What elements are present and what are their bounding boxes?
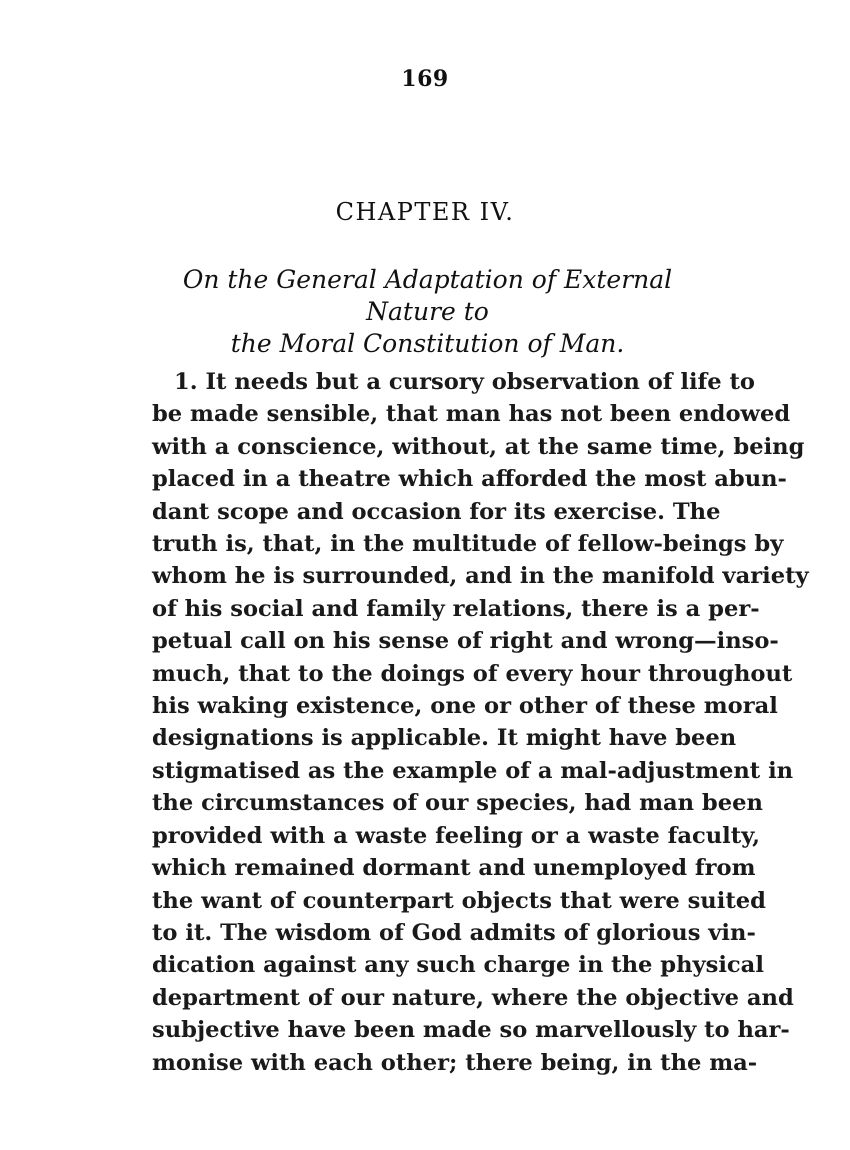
text-line: 1. It needs but a cursory observation of life to bbox=[174, 369, 755, 395]
text-line: dication against any such charge in the physical bbox=[152, 952, 764, 979]
text-line: whom he is surrounded, and in the manifold variety bbox=[152, 563, 809, 590]
chapter-subtitle-line: On the General Adaptation of External Nature to bbox=[182, 265, 673, 326]
text-line: designations is applicable. It might have been bbox=[152, 725, 737, 752]
text-line: to it. The wisdom of God admits of glorious vin- bbox=[152, 919, 756, 946]
text-line: the circumstances of our species, had man been bbox=[152, 790, 763, 817]
text-line: with a conscience, without, at the same time, being bbox=[152, 433, 805, 460]
body-paragraph bbox=[152, 366, 809, 1079]
text-line: which remained dormant and unemployed from bbox=[152, 855, 756, 882]
text-line: of his social and family relations, there is a per- bbox=[152, 595, 760, 622]
text-line: much, that to the doings of every hour throughout bbox=[152, 660, 793, 687]
text-line: stigmatised as the example of a mal-adjustment in bbox=[152, 757, 794, 784]
text-line: his waking existence, one or other of these moral bbox=[152, 693, 778, 720]
text-line: the want of counterpart objects that were suited bbox=[152, 887, 766, 914]
text-line: provided with a waste feeling or a waste faculty, bbox=[152, 822, 761, 849]
chapter-heading: CHAPTER IV. bbox=[335, 198, 515, 226]
text-line: be made sensible, that man has not been endowed bbox=[152, 401, 791, 428]
text-line: truth is, that, in the multitude of fellow-beings by bbox=[152, 531, 784, 558]
text-line: department of our nature, where the objective and bbox=[152, 984, 794, 1011]
text-line: subjective have been made so marvellously to har- bbox=[152, 1017, 790, 1044]
chapter-subtitle-line: the Moral Constitution of Man. bbox=[230, 329, 625, 358]
page-number: 169 bbox=[401, 66, 449, 92]
text-line: petual call on his sense of right and wrong—inso- bbox=[152, 628, 779, 655]
text-line: dant scope and occasion for its exercise. The bbox=[152, 498, 721, 525]
text-line: placed in a theatre which afforded the most abun- bbox=[152, 466, 787, 493]
chapter-subtitle bbox=[150, 264, 705, 360]
text-line: monise with each other; there being, in the ma- bbox=[152, 1049, 758, 1076]
